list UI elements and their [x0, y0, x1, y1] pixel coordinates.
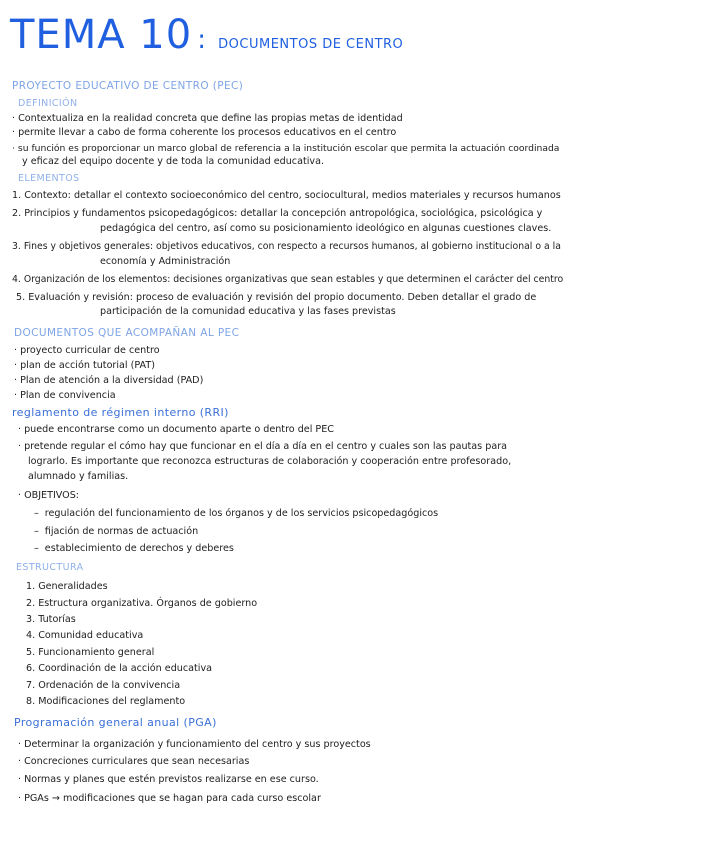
rri-item: lograrlo. Es importante que reconozca estructuras de colaboración y cooperación entre profesorado, [28, 456, 512, 467]
objetivo-item: – fijación de normas de actuación [34, 525, 198, 538]
definicion-label: DEFINICIÓN [18, 98, 78, 109]
objetivos-label: · OBJETIVOS: [18, 489, 79, 502]
elemento-line: 2. Principios y fundamentos psicopedagógicos: detallar la concepción antropológica, sociológica, psicológica y [12, 208, 543, 219]
pec-heading: PROYECTO EDUCATIVO DE CENTRO (PEC) [12, 80, 244, 92]
estructura-item: 5. Funcionamiento general [26, 647, 155, 658]
elemento-line: pedagógica del centro, así como su posicionamiento ideológico en algunas cuestiones claves. [100, 223, 552, 234]
elemento-line: 3. Fines y objetivos generales: objetivos educativos, con respecto a recursos humanos, al gobierno institucional o a la [12, 241, 561, 252]
rri-item: · puede encontrarse como un documento aparte o dentro del PEC [18, 423, 334, 436]
title-separator: : [197, 25, 208, 55]
objetivo-item: – establecimiento de derechos y deberes [34, 542, 234, 555]
definicion-line: · su función es proporcionar un marco global de referencia a la institución escolar que permita la actuación coordinada [12, 142, 559, 155]
elemento-line: economía y Administración [100, 256, 231, 267]
estructura-label: ESTRUCTURA [16, 562, 84, 573]
elemento-line: 5. Evaluación y revisión: proceso de evaluación y revisión del propio documento. Deben detallar el grado de [16, 292, 537, 303]
estructura-item: 4. Comunidad educativa [26, 630, 144, 641]
page-title [10, 12, 403, 58]
definicion-line: · Contextualiza en la realidad concreta que define las propias metas de identidad [12, 112, 403, 125]
definicion-line: · permite llevar a cabo de forma coherente los procesos educativos en el centro [12, 126, 396, 139]
documentos-heading: DOCUMENTOS QUE ACOMPAÑAN AL PEC [14, 327, 240, 339]
pga-item: · Determinar la organización y funcionamiento del centro y sus proyectos [18, 738, 371, 751]
elemento-line: participación de la comunidad educativa y las fases previstas [100, 306, 396, 317]
documento-item: · Plan de convivencia [14, 389, 116, 402]
title-subtitle: DOCUMENTOS DE CENTRO [218, 37, 404, 52]
rri-item: · pretende regular el cómo hay que funcionar en el día a día en el centro y cuales son las pautas para [18, 440, 507, 453]
pga-item: · Normas y planes que estén previstos realizarse en ese curso. [18, 773, 319, 786]
pga-item: · PGAs → modificaciones que se hagan para cada curso escolar [18, 792, 321, 805]
objetivo-item: – regulación del funcionamiento de los órganos y de los servicios psicopedagógicos [34, 507, 438, 520]
rri-heading: reglamento de régimen interno (RRI) [12, 406, 229, 419]
pga-item: · Concreciones curriculares que sean necesarias [18, 755, 249, 768]
rri-item: alumnado y familias. [28, 471, 129, 482]
elemento-line: 4. Organización de los elementos: decisiones organizativas que sean estables y que determinen el carácter del centro [12, 274, 564, 285]
estructura-item: 1. Generalidades [26, 581, 108, 592]
documento-item: · proyecto curricular de centro [14, 344, 160, 357]
estructura-item: 8. Modificaciones del reglamento [26, 696, 186, 707]
estructura-item: 3. Tutorías [26, 614, 76, 625]
estructura-item: 6. Coordinación de la acción educativa [26, 663, 213, 674]
definicion-line: y eficaz del equipo docente y de toda la comunidad educativa. [22, 156, 324, 167]
estructura-item: 7. Ordenación de la convivencia [26, 680, 181, 691]
title-main: TEMA 10 [10, 12, 193, 58]
estructura-item: 2. Estructura organizativa. Órganos de gobierno [26, 598, 258, 609]
documento-item: · plan de acción tutorial (PAT) [14, 359, 155, 372]
elementos-label: ELEMENTOS [18, 173, 80, 184]
pga-heading: Programación general anual (PGA) [14, 716, 217, 729]
elemento-line: 1. Contexto: detallar el contexto socioeconómico del centro, sociocultural, medios materiales y recursos humanos [12, 190, 561, 201]
documento-item: · Plan de atención a la diversidad (PAD) [14, 374, 203, 387]
